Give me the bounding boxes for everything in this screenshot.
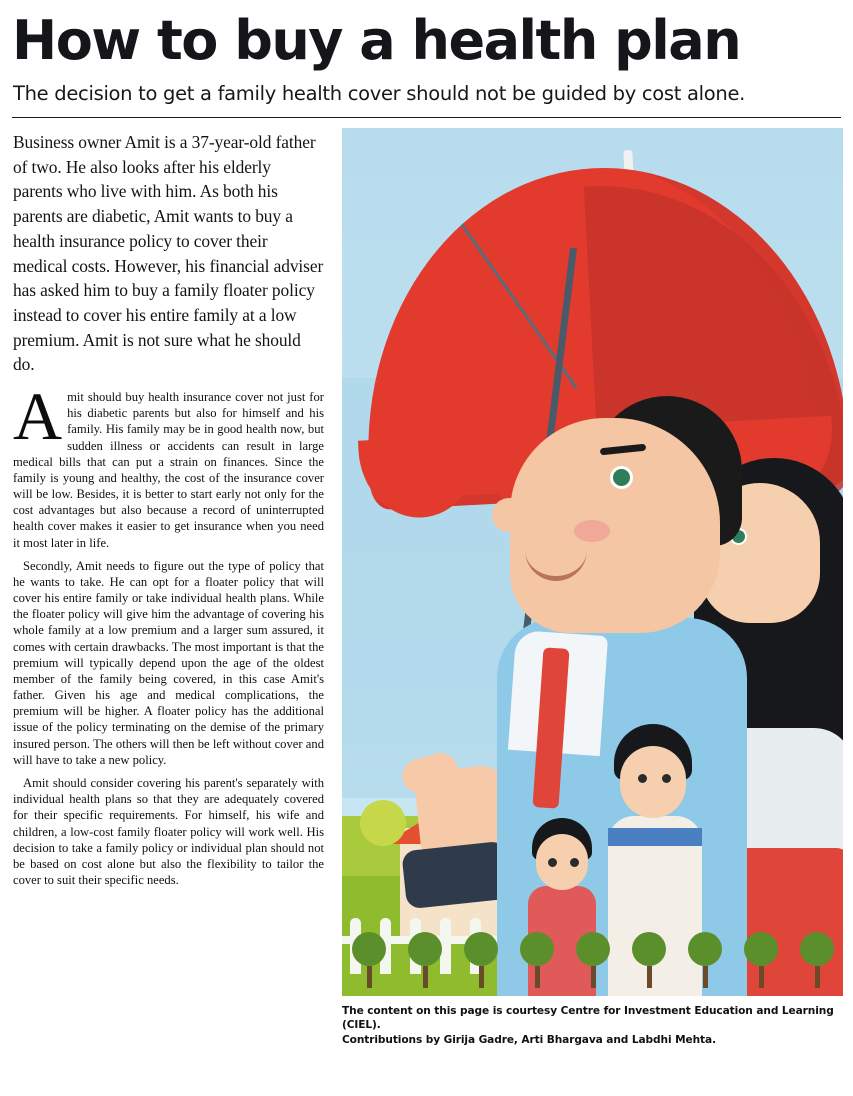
father-nose bbox=[492, 498, 532, 532]
illustration-column bbox=[342, 128, 843, 1047]
paragraph-3: Amit should consider covering his parent's separately with individual health plans so that they are adequately covered for their specific requirements. For himself, his wife and children, a low-cost family floater policy will work well. His decision to take a family policy or individual plan should not be based on cost alone but also the flexibility to tailor the cover to suit their specific needs. bbox=[13, 775, 324, 888]
father-sleeve bbox=[401, 841, 510, 910]
child-face bbox=[536, 834, 588, 890]
credit-block bbox=[342, 1004, 843, 1047]
father-eye bbox=[610, 466, 633, 489]
child-eye-right bbox=[570, 858, 579, 867]
boy-face bbox=[620, 746, 686, 818]
illustration bbox=[342, 128, 843, 996]
text-column bbox=[10, 128, 328, 1047]
credit-line-2: Contributions by Girija Gadre, Arti Bhargava and Labdhi Mehta. bbox=[342, 1033, 716, 1046]
boy-eye-right bbox=[662, 774, 671, 783]
child-eye-left bbox=[548, 858, 557, 867]
bush-left bbox=[360, 800, 406, 846]
paragraph-2: Secondly, Amit needs to figure out the type of policy that he wants to take. He can opt for a floater policy that will cover his entire family or take individual health plans. While the floater policy will give him the advantage of covering his whole family at a low premium and a larger sum assured, it comes with certain drawbacks. The most important is that the premium will typically depend upon the age of the oldest member of the family being covered, in this case Amit's father. Given his age and medical complications, the premium will be higher. A floater policy has the additional issue of the policy terminating on the demise of the primary insured person. The others will then be left without cover and will have to take a new policy. bbox=[13, 558, 324, 767]
article-page bbox=[0, 9, 853, 1096]
page-subtitle: The decision to get a family health cover should not be guided by cost alone. bbox=[13, 82, 746, 105]
credit-line-1: The content on this page is courtesy Centre for Investment Education and Learning (CIEL). bbox=[342, 1005, 834, 1032]
article-body bbox=[10, 128, 843, 1047]
paragraph-1 bbox=[13, 378, 324, 551]
paragraph-1-text: mit should buy health insurance cover not just for his diabetic parents but also for himself and his family. His family may be in good health now, but sudden illness or accidents can result in large medical bills that can put a strain on finances. Since the family is young and healthy, the cost of the insurance cover will be low. Besides, it is better to start early not only for the cost advantages but also because a record of uninterrupted health cover makes it easier to get insurance when you need it most later in life. bbox=[13, 390, 324, 550]
father-cheek bbox=[574, 520, 610, 542]
boy-shirt-stripe bbox=[608, 828, 702, 846]
article-standfirst: Business owner Amit is a 37-year-old father of two. He also looks after his elderly parents who live with him. As both his parents are diabetic, Amit wants to buy a health insurance policy to cover their medical costs. However, his financial adviser has asked him to buy a family floater policy instead to cover his entire family at a low premium. Amit is not sure what he should do. bbox=[13, 132, 324, 375]
page-title: How to buy a health plan bbox=[12, 9, 741, 72]
article-main-text bbox=[13, 378, 324, 888]
header-divider bbox=[12, 117, 841, 118]
drop-cap: A bbox=[13, 378, 63, 455]
boy-eye-left bbox=[638, 774, 647, 783]
